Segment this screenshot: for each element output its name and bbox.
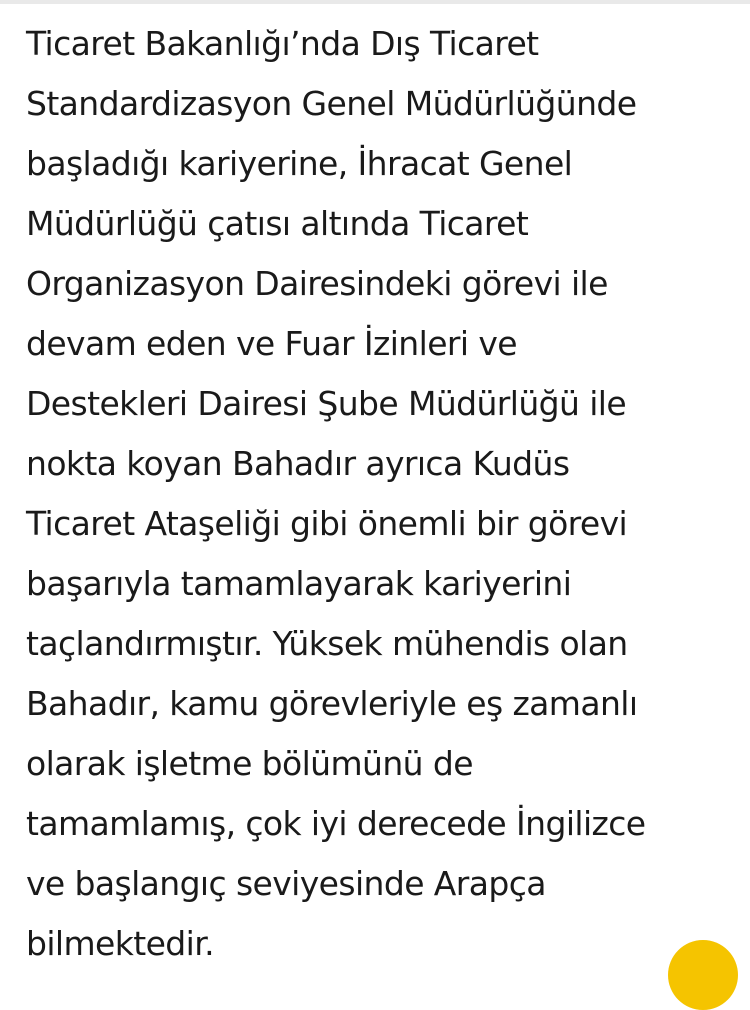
article-line: Standardizasyon Genel Müdürlüğünde — [26, 84, 637, 123]
article-line: başarıyla tamamlayarak kariyerini — [26, 564, 572, 603]
floating-action-button[interactable] — [668, 940, 738, 1010]
article-line: Bahadır, kamu görevleriyle eş zamanlı — [26, 684, 638, 723]
article-line: tamamlamış, çok iyi derecede İngilizce — [26, 804, 646, 843]
article-line: Destekleri Dairesi Şube Müdürlüğü ile — [26, 384, 627, 423]
article-line: ve başlangıç seviyesinde Arapça — [26, 864, 546, 903]
article-line: Ticaret Ataşeliği gibi önemli bir görevi — [26, 504, 628, 543]
article-line: Organizasyon Dairesindeki görevi ile — [26, 264, 608, 303]
article-line: taçlandırmıştır. Yüksek mühendis olan — [26, 624, 628, 663]
article-line: olarak işletme bölümünü de — [26, 744, 473, 783]
top-divider — [0, 0, 750, 4]
article-line: başladığı kariyerine, İhracat Genel — [26, 144, 573, 183]
article-line: Ticaret Bakanlığı’nda Dış Ticaret — [26, 24, 539, 63]
article-line: bilmektedir. — [26, 924, 215, 963]
article-line: Müdürlüğü çatısı altında Ticaret — [26, 204, 529, 243]
article-line: nokta koyan Bahadır ayrıca Kudüs — [26, 444, 570, 483]
article-body — [26, 14, 726, 974]
article-line: devam eden ve Fuar İzinleri ve — [26, 324, 517, 363]
